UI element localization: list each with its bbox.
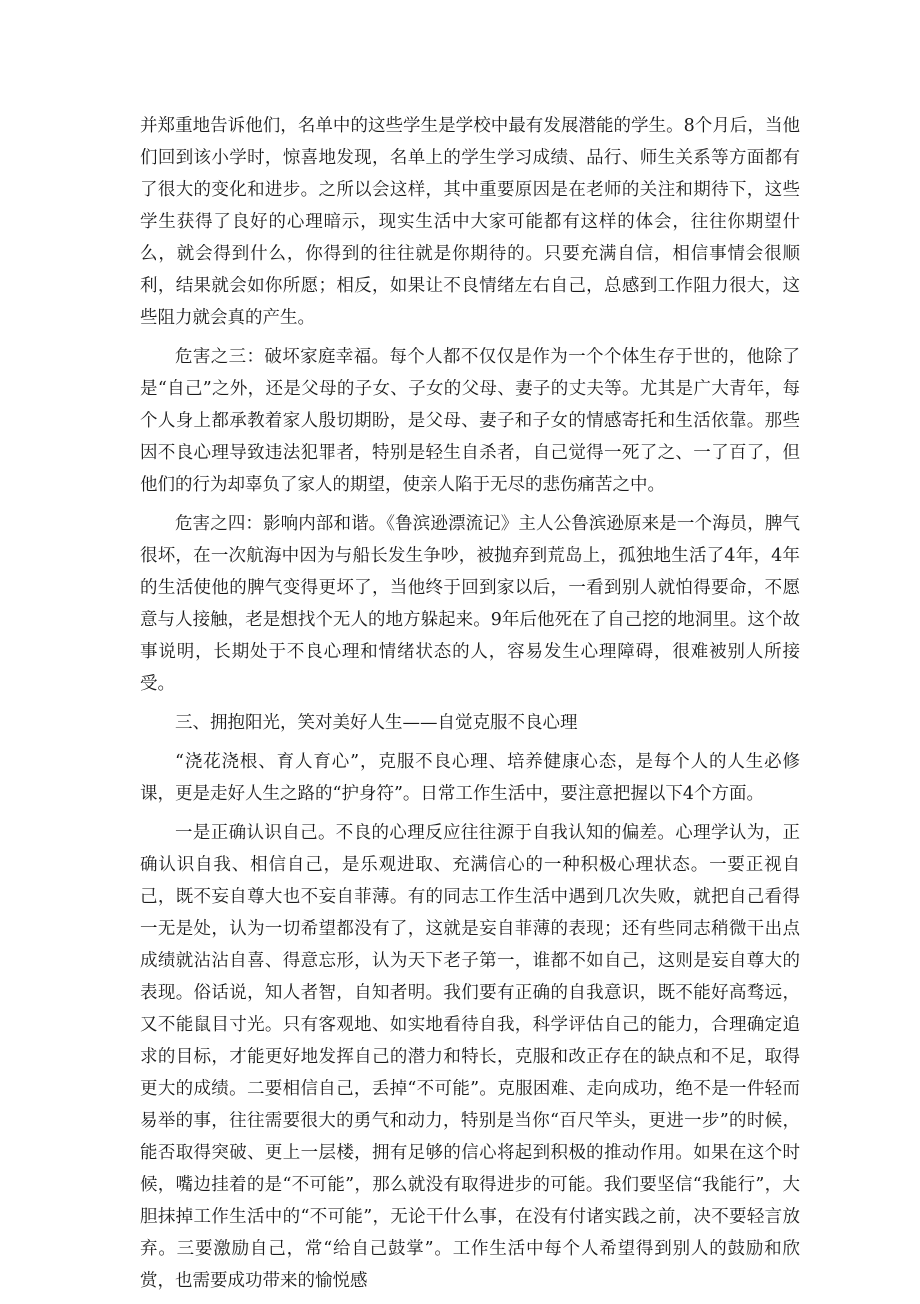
section-heading: 三、拥抱阳光，笑对美好人生——自觉克服不良心理: [175, 713, 578, 733]
paragraph-2: 危害之三：破坏家庭幸福。每个人都不仅仅是作为一个个体生存于世的，他除了是“自己”之外，还是父母的子女、子女的父母、妻子的丈夫等。尤其是广大青年，每个人身上都承教着家人殷切期盼，是父母、妻子和子女的情感寄托和生活依靠。那些因不良心理导致违法犯罪者，特别是轻生自杀者，自己觉得一死了之、一了百了，但他们的行为却辜负了家人的期望，使亲人陷于无尽的悲伤痛苦之中。: [140, 347, 800, 495]
paragraph-1: 并郑重地告诉他们，名单中的这些学生是学校中最有发展潜能的学生。8个月后，当他们回到该小学时，惊喜地发现，名单上的学生学习成绩、品行、师生关系等方面都有了很大的变化和进步。之所以会这样，其中重要原因是在老师的关注和期待下，这些学生获得了良好的心理暗示，现实生活中大家可能都有这样的体会，往往你期望什么，就会得到什么，你得到的往往就是你期待的。只要充满自信，相信事情会很顺利，结果就会如你所愿；相反，如果让不良情绪左右自己，总感到工作阻力很大，这些阻力就会真的产生。: [140, 116, 800, 328]
document-page: [140, 110, 800, 1304]
paragraph-4: “浇花浇根、育人育心”，克服不良心理、培养健康心态，是每个人的人生必修课，更是走好人生之路的“护身符”。日常工作生活中，要注意把握以下4个方面。: [140, 752, 800, 804]
paragraph-5: 一是正确认识自己。不良的心理反应往往源于自我认知的偏差。心理学认为，正确认识自我、相信自己，是乐观进取、充满信心的一种积极心理状态。一要正视自己，既不妄自尊大也不妄自菲薄。有的同志工作生活中遇到几次失败，就把自己看得一无是处，认为一切希望都没有了，这就是妄自菲薄的表现；还有些同志稍微干出点成绩就沾沾自喜、得意忘形，认为天下老子第一，谁都不如自己，这则是妄自尊大的表现。俗话说，知人者智，自知者明。我们要有正确的自我意识，既不能好高骛远，又不能鼠目寸光。只有客观地、如实地看待自我，科学评估自己的能力，合理确定追求的目标，才能更好地发挥自己的潜力和特长，克服和改正存在的缺点和不足，取得更大的成绩。二要相信自己，丢掉“不可能”。克服困难、走向成功，绝不是一件轻而易举的事，往往需要很大的勇气和动力，特别是当你“百尺竿头，更进一步”的时候，能否取得突破、更上一层楼，拥有足够的信心将起到积极的推动作用。如果在这个时候，嘴边挂着的是“不可能”，那么就没有取得进步的可能。我们要坚信“我能行”，大胆抹掉工作生活中的“不可能”，无论干什么事，在没有付诸实践之前，决不要轻言放弃。三要激励自己，常“给自己鼓掌”。工作生活中每个人希望得到别人的鼓励和欣赏，也需要成功带来的愉悦感: [140, 823, 800, 1291]
paragraph-3: 危害之四：影响内部和谐。《鲁滨逊漂流记》主人公鲁滨逊原来是一个海员，脾气很坏，在一次航海中因为与船长发生争吵，被抛弃到荒岛上，孤独地生活了4年，4年的生活使他的脾气变得更坏了，当他终于回到家以后，一看到别人就怕得要命，不愿意与人接触，老是想找个无人的地方躲起来。9年后他死在了自己挖的地洞里。这个故事说明，长期处于不良心理和情绪状态的人，容易发生心理障碍，很难被别人所接受。: [140, 514, 800, 694]
